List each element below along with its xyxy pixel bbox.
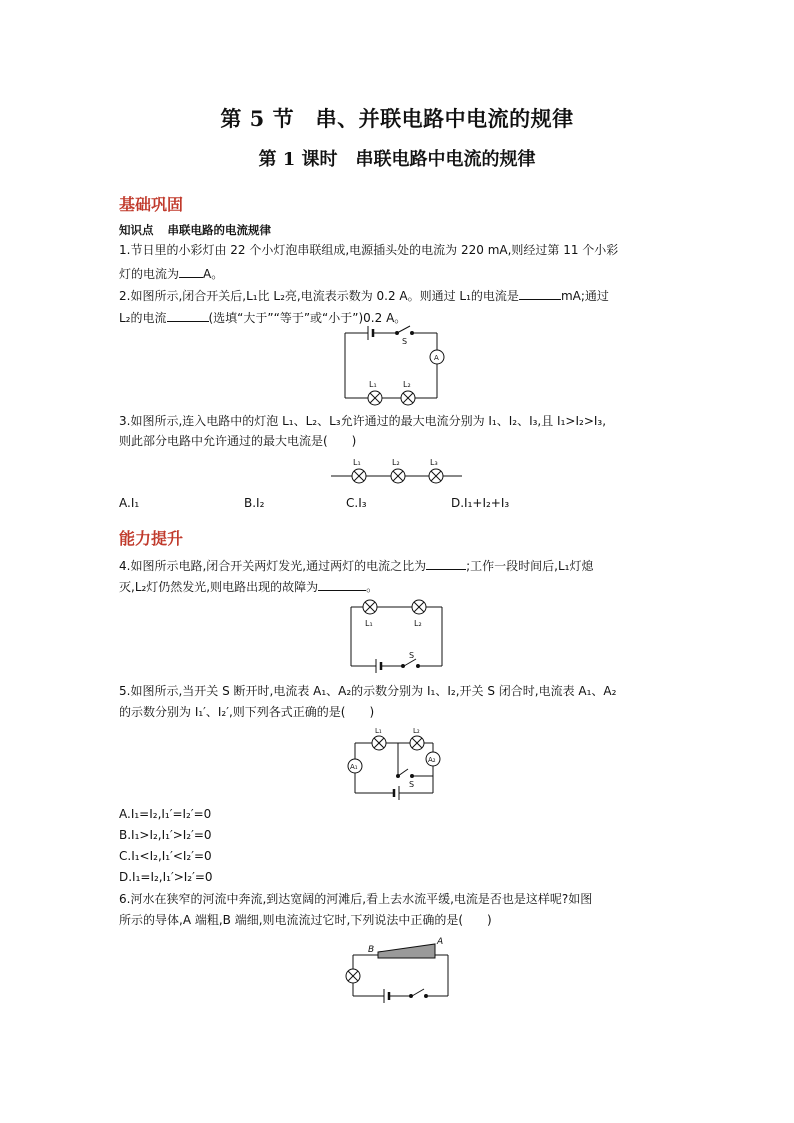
section-heading-advanced: 能力提升 [119, 529, 184, 548]
q4-line2 [119, 578, 378, 596]
q4-answer-blank-1[interactable] [426, 557, 466, 570]
q3-option-d[interactable]: D.I₁+I₂+I₃ [451, 496, 510, 510]
q3-option-a[interactable]: A.I₁ [119, 496, 140, 510]
q3-circuit [331, 469, 462, 483]
q3-label-l2: L₂ [392, 458, 400, 467]
q5-option-c[interactable]: C.I₁<I₂,I₁′<I₂′=0 [119, 849, 212, 863]
switch-icon [404, 659, 416, 666]
q1-text-a: 灯的电流为 [119, 267, 180, 281]
q3-option-b[interactable]: B.I₂ [244, 496, 265, 510]
q2-text-a: 2.如图所示,闭合开关后,L₁比 L₂亮,电流表示数为 0.2 A。则通过 L₁的电流是 [119, 289, 519, 303]
q2-text-d: (选填“大于”“等于”或“小于”)0.2 A。 [208, 311, 407, 325]
switch-icon [397, 326, 410, 333]
knowledge-label: 知识点 [119, 223, 154, 237]
q6-circuit [346, 944, 448, 1003]
q4-text-c: 灭,L₂灯仍然发光,则电路出现的故障为 [119, 580, 319, 594]
q4-text-d: 。 [366, 580, 379, 594]
q4-label-s: S [409, 651, 415, 660]
knowledge-topic: 串联电路的电流规律 [167, 223, 271, 237]
q3-label-l1: L₁ [353, 458, 361, 467]
q5-line2: 的示数分别为 I₁′、I₂′,则下列各式正确的是( ) [119, 705, 375, 719]
q2-label-l2: L₂ [403, 380, 411, 389]
q4-circuit [351, 600, 442, 673]
switch-icon [412, 989, 424, 996]
switch-icon [398, 769, 408, 776]
q5-option-b[interactable]: B.I₁>I₂,I₁′>I₂′=0 [119, 828, 212, 842]
section-heading-basic: 基础巩固 [119, 195, 184, 214]
q5-label-l1: L₁ [375, 727, 382, 735]
conductor-shape [378, 944, 435, 958]
q2-text-b: mA;通过 [560, 289, 609, 303]
q5-line1: 5.如图所示,当开关 S 断开时,电流表 A₁、A₂的示数分别为 I₁、I₂,开关 S 闭合时,电流表 A₁、A₂ [119, 684, 617, 698]
q4-answer-blank-2[interactable] [318, 578, 366, 591]
q5-label-a1: A₁ [350, 763, 358, 771]
q1-line1: 1.节日里的小彩灯由 22 个小灯泡串联组成,电源插头处的电流为 220 mA,则经过第 11 个小彩 [119, 243, 619, 257]
q4-label-l1: L₁ [365, 619, 373, 628]
q5-option-d[interactable]: D.I₁=I₂,I₁′>I₂′=0 [119, 870, 213, 884]
q2-label-a: A [434, 354, 439, 362]
q5-label-l2: L₂ [413, 727, 420, 735]
q3-option-c[interactable]: C.I₃ [346, 496, 367, 510]
q2-circuit [345, 326, 444, 405]
q3-line2: 则此部分电路中允许通过的最大电流是( ) [119, 434, 357, 448]
q5-option-a[interactable]: A.I₁=I₂,I₁′=I₂′=0 [119, 807, 212, 821]
q3-label-l3: L₃ [430, 458, 438, 467]
q6-line1: 6.河水在狭窄的河流中奔流,到达宽阔的河滩后,看上去水流平缓,电流是否也是这样呢?如图 [119, 892, 593, 906]
q6-line2: 所示的导体,A 端粗,B 端细,则电流流过它时,下列说法中正确的是( ) [119, 913, 492, 927]
q2-text-c: L₂的电流 [119, 311, 167, 325]
q6-label-a: A [437, 937, 444, 947]
q2-label-l1: L₁ [369, 380, 377, 389]
q4-line1 [119, 557, 593, 575]
q1-text-b: A。 [203, 267, 224, 281]
q5-label-a2: A₂ [428, 756, 436, 764]
q3-line1: 3.如图所示,连入电路中的灯泡 L₁、L₂、L₃允许通过的最大电流分别为 I₁、I₂、I₃,且 I₁>I₂>I₃, [119, 414, 607, 428]
q4-text-a: 4.如图所示电路,闭合开关两灯发光,通过两灯的电流之比为 [119, 559, 427, 573]
q5-label-s: S [409, 780, 415, 789]
page-title: 第 5 节 串、并联电路中电流的规律 [220, 106, 574, 131]
page-subtitle: 第 1 课时 串联电路中电流的规律 [258, 149, 536, 170]
q6-label-b: B [368, 945, 375, 955]
q4-text-b: ;工作一段时间后,L₁灯熄 [466, 559, 594, 573]
q2-label-s: S [402, 337, 408, 346]
q4-label-l2: L₂ [414, 619, 422, 628]
q5-circuit [348, 736, 440, 800]
